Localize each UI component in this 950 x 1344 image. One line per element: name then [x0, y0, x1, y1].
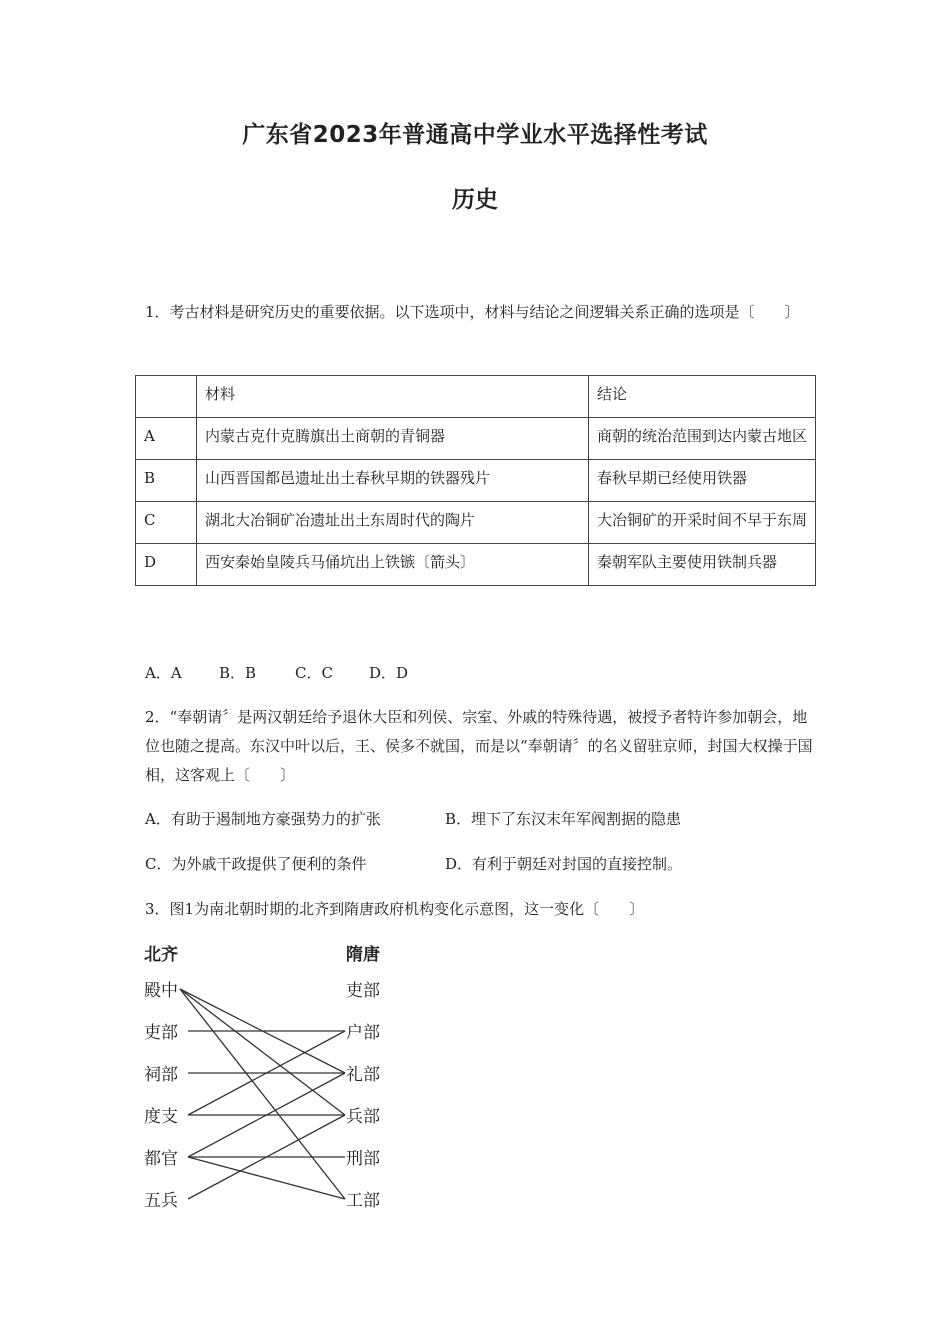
- q1-options: [145, 662, 408, 683]
- left-dept-label: 度支: [144, 1107, 178, 1127]
- q1-stem: 1．考古材料是研究历史的重要依据。以下选项中，材料与结论之间逻辑关系正确的选项是〔 〕: [145, 303, 800, 321]
- q3-stem: 3．图1为南北朝时期的北齐到隋唐政府机构变化示意图，这一变化〔 〕: [145, 900, 645, 918]
- table-cell: C: [136, 502, 197, 544]
- table-cell: B: [136, 460, 197, 502]
- mapping-line: [180, 989, 345, 1199]
- subject-title: 历史: [452, 187, 498, 213]
- q1-table: [135, 375, 816, 586]
- right-dept-label: 工部: [346, 1191, 380, 1211]
- table-row: [136, 502, 816, 544]
- table-row: [136, 460, 816, 502]
- table-cell: 山西晋国都邑遗址出土春秋早期的铁器残片: [197, 460, 589, 502]
- table-cell: 西安秦始皇陵兵马俑坑出上铁镞〔箭头〕: [197, 544, 589, 586]
- table-cell: A: [136, 418, 197, 460]
- figure-left-title: 北齐: [144, 945, 178, 965]
- table-header-row: [136, 376, 816, 418]
- mapping-line: [188, 1157, 345, 1199]
- left-dept-label: 殿中: [144, 981, 178, 1001]
- q2-option-a[interactable]: A．有助于遏制地方豪强势力的扩张: [145, 810, 381, 828]
- left-dept-label: 吏部: [144, 1023, 178, 1043]
- q2-option-b[interactable]: B．埋下了东汉末年军阀割据的隐患: [445, 810, 682, 828]
- q1-option-d[interactable]: D．D: [369, 664, 409, 682]
- right-dept-label: 兵部: [346, 1107, 380, 1127]
- q1-option-c[interactable]: C．C: [295, 664, 333, 682]
- q3-figure: [140, 938, 400, 1218]
- right-dept-label: 吏部: [346, 981, 380, 1001]
- left-dept-label: 五兵: [144, 1191, 178, 1211]
- q2-options-row2: [145, 853, 682, 874]
- q1-option-b[interactable]: B．B: [219, 664, 257, 682]
- table-cell: 春秋早期已经使用铁器: [589, 460, 816, 502]
- q2-stem: 2．“奉朝请〞是两汉朝廷给予退休大臣和列侯、宗室、外戚的特殊待遇，被授予者特许参加朝会，地位也随之提高。东汉中叶以后，王、侯多不就国，而是以“奉朝请〞的名义留驻京师，封国大权操于国相，这客观上〔 〕: [145, 708, 813, 784]
- table-header-cell: [136, 376, 197, 418]
- table-header-cell: 结论: [589, 376, 816, 418]
- table-row: [136, 418, 816, 460]
- right-dept-label: 刑部: [346, 1149, 380, 1169]
- table-cell: 大冶铜矿的开采时间不早于东周: [589, 502, 816, 544]
- left-dept-label: 都官: [144, 1149, 178, 1169]
- q2-option-c[interactable]: C．为外戚干政提供了便利的条件: [145, 855, 367, 873]
- table-cell: 内蒙古克什克腾旗出土商朝的青铜器: [197, 418, 589, 460]
- table-cell: D: [136, 544, 197, 586]
- q2-options-row1: [145, 808, 681, 829]
- right-dept-label: 礼部: [346, 1065, 380, 1085]
- table-row: [136, 544, 816, 586]
- right-dept-label: 户部: [346, 1023, 380, 1043]
- table-cell: 秦朝军队主要使用铁制兵器: [589, 544, 816, 586]
- figure-right-title: 隋唐: [346, 945, 380, 965]
- table-cell: 商朝的统治范围到达内蒙古地区: [589, 418, 816, 460]
- left-dept-label: 祠部: [144, 1065, 178, 1085]
- q1-option-a[interactable]: A．A: [145, 664, 182, 682]
- mapping-line: [180, 989, 345, 1115]
- q2-option-d[interactable]: D．有利于朝廷对封国的直接控制。: [445, 855, 683, 873]
- table-cell: 湖北大冶铜矿冶遗址出土东周时代的陶片: [197, 502, 589, 544]
- exam-title: 广东省2023年普通高中学业水平选择性考试: [242, 122, 708, 148]
- table-header-cell: 材料: [197, 376, 589, 418]
